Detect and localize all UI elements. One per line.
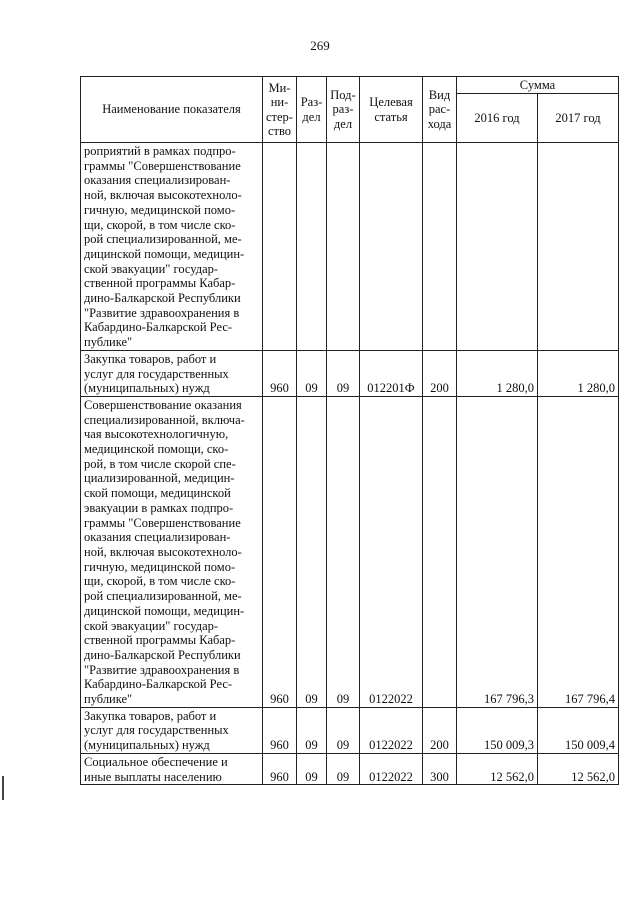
row-ministry: 960 xyxy=(263,707,297,753)
row-sum-2016: 167 796,3 xyxy=(457,396,538,707)
row-expense-type xyxy=(423,396,457,707)
row-ministry: 960 xyxy=(263,396,297,707)
row-sum-2016: 150 009,3 xyxy=(457,707,538,753)
row-expense-type: 300 xyxy=(423,753,457,784)
row-target: 0122022 xyxy=(360,396,423,707)
row-section: 09 xyxy=(297,396,327,707)
row-target xyxy=(360,143,423,351)
row-subsection: 09 xyxy=(327,396,360,707)
row-sum-2017: 167 796,4 xyxy=(538,396,619,707)
row-name: Закупка товаров, работ и услуг для государственных (муниципальных) нужд xyxy=(81,707,263,753)
table-row xyxy=(81,753,619,784)
row-name: Совершенствование оказания специализированной, включа- чая высокотехнологичную, медицинской помощи, ско- рой, в том числе скорой спе- циализированной, медицин- ской помощи, медицинской эвакуации в рамках подпро- граммы "Совершенствование оказания специализирован- ной, включая высокотехноло- гичную, медицинской помо- щи, скорой, в том числе ско- рой специализированной, ме- дицинской помощи, медицин- ской эвакуации" государ- ственной программы Кабар- дино-Балкарской Республики "Развитие здравоохранения в Кабардино-Балкарской Рес- публике" xyxy=(81,396,263,707)
row-name: Социальное обеспечение и иные выплаты населению xyxy=(81,753,263,784)
row-expense-type: 200 xyxy=(423,707,457,753)
row-sum-2016: 12 562,0 xyxy=(457,753,538,784)
row-section: 09 xyxy=(297,753,327,784)
margin-mark xyxy=(2,776,6,800)
budget-table xyxy=(80,76,619,785)
row-expense-type: 200 xyxy=(423,350,457,396)
row-sum-2016: 1 280,0 xyxy=(457,350,538,396)
table-row xyxy=(81,350,619,396)
table-row xyxy=(81,707,619,753)
row-ministry: 960 xyxy=(263,350,297,396)
table-row xyxy=(81,396,619,707)
row-sum-2017: 1 280,0 xyxy=(538,350,619,396)
header-target: Целевая статья xyxy=(360,77,423,143)
row-target: 012201Ф xyxy=(360,350,423,396)
row-sum-2016 xyxy=(457,143,538,351)
row-section xyxy=(297,143,327,351)
row-subsection: 09 xyxy=(327,350,360,396)
page-number: 269 xyxy=(310,38,330,53)
row-sum-2017: 150 009,4 xyxy=(538,707,619,753)
row-subsection: 09 xyxy=(327,707,360,753)
row-target: 0122022 xyxy=(360,707,423,753)
header-sum: Сумма xyxy=(457,77,619,94)
header-ministry: Ми- ни- стер- ство xyxy=(263,77,297,143)
row-section: 09 xyxy=(297,707,327,753)
row-section: 09 xyxy=(297,350,327,396)
table-row xyxy=(81,143,619,351)
header-name: Наименование показателя xyxy=(81,77,263,143)
row-name: Закупка товаров, работ и услуг для государственных (муниципальных) нужд xyxy=(81,350,263,396)
row-sum-2017 xyxy=(538,143,619,351)
header-subsection: Под- раз- дел xyxy=(327,77,360,143)
row-subsection: 09 xyxy=(327,753,360,784)
row-target: 0122022 xyxy=(360,753,423,784)
row-subsection xyxy=(327,143,360,351)
row-ministry: 960 xyxy=(263,753,297,784)
row-expense-type xyxy=(423,143,457,351)
row-ministry xyxy=(263,143,297,351)
row-name: роприятий в рамках подпро- граммы "Совершенствование оказания специализирован- ной, включая высокотехноло- гичную, медицинской помо- щи, скорой, в том числе ско- рой специализированной, ме- дицинской помощи, медицин- ской эвакуации" государ- ственной программы Кабар- дино-Балкарской Республики "Развитие здравоохранения в Кабардино-Балкарской Рес- публике" xyxy=(81,143,263,351)
header-2017: 2017 год xyxy=(538,94,619,143)
header-2016: 2016 год xyxy=(457,94,538,143)
row-sum-2017: 12 562,0 xyxy=(538,753,619,784)
header-expense-type: Вид рас- хода xyxy=(423,77,457,143)
header-section: Раз- дел xyxy=(297,77,327,143)
